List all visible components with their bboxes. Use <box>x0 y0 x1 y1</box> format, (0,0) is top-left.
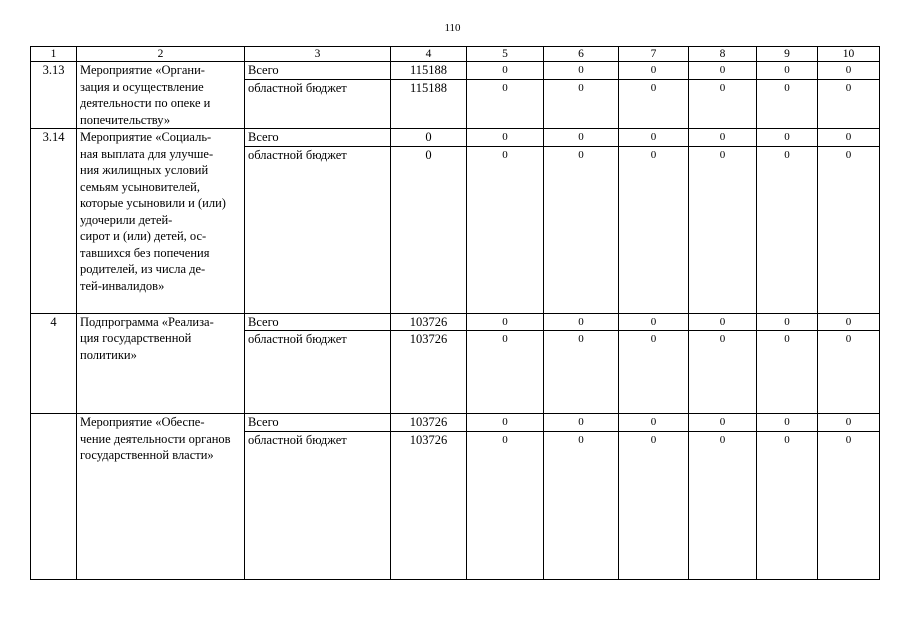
total-value: 103726 <box>391 414 467 432</box>
year-value: 0 <box>619 129 689 147</box>
column-header: 3 <box>245 47 391 62</box>
funding-source: областной бюджет <box>245 79 391 128</box>
year-value: 0 <box>467 331 544 414</box>
item-name: Мероприятие «Органи- зация и осуществление деятельности по опеке и попечительству» <box>77 62 245 129</box>
year-value: 0 <box>818 62 880 80</box>
table-row <box>31 62 880 80</box>
funding-source: областной бюджет <box>245 431 391 579</box>
year-value: 0 <box>689 414 757 432</box>
year-value: 0 <box>619 331 689 414</box>
item-number <box>31 414 77 580</box>
year-value: 0 <box>619 313 689 331</box>
year-value: 0 <box>757 129 818 147</box>
year-value: 0 <box>757 146 818 313</box>
item-name: Мероприятие «Обеспе- чение деятельности органов государственной власти» <box>77 414 245 580</box>
column-header: 9 <box>757 47 818 62</box>
year-value: 0 <box>818 129 880 147</box>
year-value: 0 <box>619 414 689 432</box>
year-value: 0 <box>757 79 818 128</box>
year-value: 0 <box>757 431 818 579</box>
total-value: 115188 <box>391 62 467 80</box>
year-value: 0 <box>619 62 689 80</box>
year-value: 0 <box>619 146 689 313</box>
column-header: 4 <box>391 47 467 62</box>
table-header-row <box>31 47 880 62</box>
table-row <box>31 129 880 147</box>
budget-table <box>30 46 880 580</box>
year-value: 0 <box>757 331 818 414</box>
column-header: 2 <box>77 47 245 62</box>
year-value: 0 <box>689 79 757 128</box>
total-value: 103726 <box>391 313 467 331</box>
column-header: 1 <box>31 47 77 62</box>
column-header: 5 <box>467 47 544 62</box>
item-number: 4 <box>31 313 77 414</box>
table-row <box>31 414 880 432</box>
funding-source: Всего <box>245 129 391 147</box>
year-value: 0 <box>818 79 880 128</box>
column-header: 7 <box>619 47 689 62</box>
total-value: 103726 <box>391 431 467 579</box>
year-value: 0 <box>544 129 619 147</box>
year-value: 0 <box>619 431 689 579</box>
year-value: 0 <box>544 313 619 331</box>
year-value: 0 <box>467 129 544 147</box>
funding-source: областной бюджет <box>245 331 391 414</box>
total-value: 103726 <box>391 331 467 414</box>
year-value: 0 <box>689 129 757 147</box>
year-value: 0 <box>818 431 880 579</box>
column-header: 8 <box>689 47 757 62</box>
year-value: 0 <box>818 313 880 331</box>
total-value: 115188 <box>391 79 467 128</box>
item-name: Подпрограмма «Реализа- ция государственной политики» <box>77 313 245 414</box>
year-value: 0 <box>689 431 757 579</box>
year-value: 0 <box>467 431 544 579</box>
year-value: 0 <box>757 62 818 80</box>
item-number: 3.14 <box>31 129 77 314</box>
year-value: 0 <box>818 414 880 432</box>
year-value: 0 <box>467 62 544 80</box>
year-value: 0 <box>757 414 818 432</box>
table-row <box>31 313 880 331</box>
year-value: 0 <box>544 331 619 414</box>
year-value: 0 <box>818 331 880 414</box>
funding-source: областной бюджет <box>245 146 391 313</box>
year-value: 0 <box>467 414 544 432</box>
year-value: 0 <box>467 313 544 331</box>
year-value: 0 <box>689 331 757 414</box>
column-header: 10 <box>818 47 880 62</box>
total-value: 0 <box>391 129 467 147</box>
page-number: 110 <box>444 22 461 34</box>
item-number: 3.13 <box>31 62 77 129</box>
year-value: 0 <box>544 146 619 313</box>
funding-source: Всего <box>245 313 391 331</box>
year-value: 0 <box>619 79 689 128</box>
year-value: 0 <box>544 62 619 80</box>
year-value: 0 <box>544 414 619 432</box>
column-header: 6 <box>544 47 619 62</box>
funding-source: Всего <box>245 62 391 80</box>
year-value: 0 <box>544 79 619 128</box>
item-name: Мероприятие «Социаль- ная выплата для улучше- ния жилищных условий семьям усыновителей, которые усыновили и (или) удочерили детей- сирот и (или) детей, ос- тавшихся без попечения родителей, из числа де- тей-инвалидов» <box>77 129 245 314</box>
year-value: 0 <box>689 62 757 80</box>
year-value: 0 <box>467 146 544 313</box>
year-value: 0 <box>689 146 757 313</box>
year-value: 0 <box>467 79 544 128</box>
year-value: 0 <box>689 313 757 331</box>
year-value: 0 <box>544 431 619 579</box>
total-value: 0 <box>391 146 467 313</box>
year-value: 0 <box>757 313 818 331</box>
funding-source: Всего <box>245 414 391 432</box>
year-value: 0 <box>818 146 880 313</box>
